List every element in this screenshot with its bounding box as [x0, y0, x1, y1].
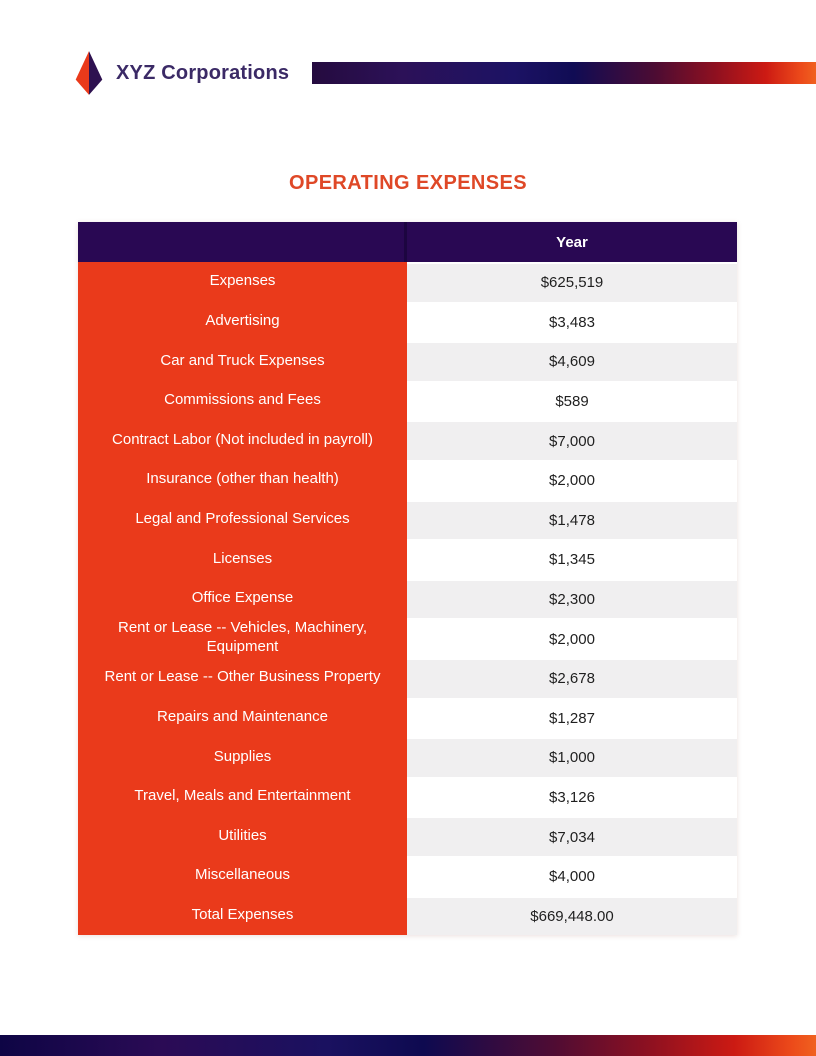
row-label: Advertising — [78, 302, 407, 342]
row-label: Insurance (other than health) — [78, 460, 407, 500]
brand-name: XYZ Corporations — [116, 61, 290, 84]
table-row — [78, 262, 737, 302]
row-label: Licenses — [78, 539, 407, 579]
row-label: Rent or Lease -- Vehicles, Machinery, Equipment — [78, 618, 407, 658]
row-label: Contract Labor (Not included in payroll) — [78, 420, 407, 460]
row-value: $7,034 — [407, 816, 737, 856]
header-gradient-bar — [312, 62, 816, 84]
table-row — [78, 896, 737, 936]
table-row — [78, 698, 737, 738]
row-value: $2,300 — [407, 579, 737, 619]
table-row — [78, 420, 737, 460]
table-row — [78, 856, 737, 896]
row-value: $589 — [407, 381, 737, 421]
row-value: $1,287 — [407, 698, 737, 738]
row-value: $1,345 — [407, 539, 737, 579]
footer-gradient-bar — [0, 1035, 816, 1056]
row-value: $2,000 — [407, 460, 737, 500]
table-row — [78, 302, 737, 342]
row-value: $4,000 — [407, 856, 737, 896]
table-row — [78, 579, 737, 619]
table-body — [78, 262, 737, 935]
table-header-empty-cell — [78, 222, 407, 262]
row-label: Car and Truck Expenses — [78, 341, 407, 381]
row-label: Repairs and Maintenance — [78, 698, 407, 738]
table-row — [78, 618, 737, 658]
table-row — [78, 500, 737, 540]
row-value: $1,000 — [407, 737, 737, 777]
row-label: Legal and Professional Services — [78, 500, 407, 540]
table-row — [78, 737, 737, 777]
row-value: $2,678 — [407, 658, 737, 698]
row-label: Rent or Lease -- Other Business Property — [78, 658, 407, 698]
page-title: OPERATING EXPENSES — [289, 172, 527, 194]
row-label: Supplies — [78, 737, 407, 777]
row-value: $7,000 — [407, 420, 737, 460]
table-row — [78, 381, 737, 421]
row-value: $4,609 — [407, 341, 737, 381]
row-label: Total Expenses — [78, 896, 407, 936]
row-label: Travel, Meals and Entertainment — [78, 777, 407, 817]
table-row — [78, 816, 737, 856]
row-value: $625,519 — [407, 262, 737, 302]
table-header-year: Year — [556, 233, 588, 251]
row-label: Miscellaneous — [78, 856, 407, 896]
row-label: Utilities — [78, 816, 407, 856]
table-row — [78, 658, 737, 698]
table-row — [78, 341, 737, 381]
row-value: $1,478 — [407, 500, 737, 540]
row-label: Expenses — [78, 262, 407, 302]
row-value: $669,448.00 — [407, 896, 737, 936]
operating-expenses-table — [78, 222, 737, 935]
table-header-row — [78, 222, 737, 262]
row-value: $2,000 — [407, 618, 737, 658]
row-value: $3,483 — [407, 302, 737, 342]
row-label: Commissions and Fees — [78, 381, 407, 421]
table-row — [78, 460, 737, 500]
row-value: $3,126 — [407, 777, 737, 817]
row-label: Office Expense — [78, 579, 407, 619]
table-row — [78, 539, 737, 579]
table-row — [78, 777, 737, 817]
brand-logo — [70, 50, 289, 96]
diamond-logo-icon — [70, 50, 108, 96]
